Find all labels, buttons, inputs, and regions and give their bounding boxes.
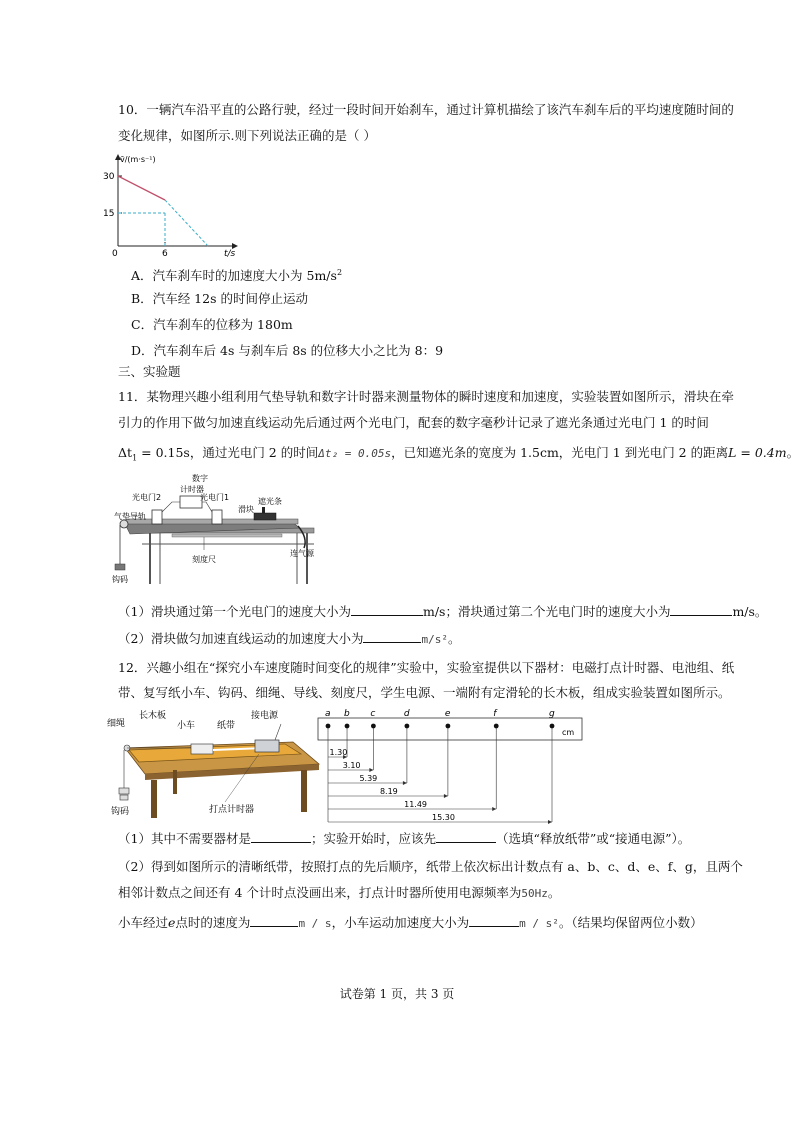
q11-label-air-track: 气垫导轨	[114, 512, 146, 521]
tape-point-d	[405, 724, 410, 729]
q11-blank-3[interactable]	[363, 630, 421, 643]
q10-velocity-graph	[100, 150, 240, 260]
q11-label-weight: 钩码	[112, 575, 128, 584]
tape-dimensions	[328, 748, 552, 824]
tape-point-label-d: d	[403, 709, 410, 719]
y-tick-label-30: 30	[103, 172, 115, 182]
tape-distance-label: 11.49	[404, 800, 428, 809]
tape-distance-label: 8.19	[379, 787, 398, 796]
q12-table-leg	[301, 770, 307, 812]
q12-sub1: （1）其中不需要器材是 ；实验开始时，应该先 （选填“释放纸带”或“接通电源”）。	[118, 831, 691, 846]
q11-sub2: （2）滑块做匀加速直线运动的加速度大小为 m/s²。	[118, 631, 461, 646]
q12-line1: 12．兴趣小组在“探究小车速度随时间变化的规律”实验中，实验室提供以下器材：电磁打点计时器、电池组、纸	[118, 660, 735, 675]
tape-point-label-b: b	[344, 709, 350, 719]
q10-option-c: C．汽车刹车的位移为 180m	[131, 317, 293, 332]
q11-label-ruler: 刻度尺	[192, 555, 216, 564]
velocity-line	[118, 176, 165, 200]
velocity-line-extension	[165, 200, 208, 246]
q11-pulley	[120, 520, 128, 528]
q11-air-track-figure	[112, 472, 327, 587]
q12-car	[191, 744, 213, 754]
q11-photogate-1	[212, 510, 222, 524]
q12-label-power: 接电源	[251, 711, 279, 721]
tape-point-label-a: a	[325, 709, 331, 719]
q12-last-line: 小车经过e点时的速度为 m / s，小车运动加速度大小为 m / s²。（结果均保留两位小数）	[118, 915, 703, 930]
origin-label: 0	[112, 249, 118, 259]
q11-slider	[254, 513, 276, 520]
q11-label-air-source: 连气源	[290, 549, 314, 558]
q10-stem-line2: 变化规律，如图所示.则下列说法正确的是（ ）	[118, 128, 376, 143]
q11-label-digital-timer2: 计时器	[180, 485, 204, 494]
q12-weight	[120, 795, 128, 800]
q12-label-string: 细绳	[107, 719, 126, 729]
tape-dimension-arrow	[369, 768, 373, 772]
tape-dimension-arrow	[492, 807, 496, 811]
q11-line3: $\Delta t_1 = 0.15s$，通过光电门 2 的时间Δt₂ = 0.05s，已知遮光条的宽度为 1.5cm，光电门 1 到光电门 2 的距离L = 0.4m。	[118, 445, 799, 463]
q11-line1: 11．某物理兴趣小组利用气垫导轨和数字计时器来测量物体的瞬时速度和加速度，实验装置如图所示，滑块在牵	[118, 389, 734, 404]
q12-label-weight: 钩码	[111, 807, 130, 817]
q11-blank-2[interactable]	[670, 603, 732, 616]
tape-point-a	[326, 724, 331, 729]
q12-blank-3[interactable]	[250, 914, 298, 927]
tape-distance-label: 3.10	[342, 761, 361, 770]
q10-option-d: D．汽车刹车后 4s 与刹车后 8s 的位移大小之比为 8：9	[131, 343, 444, 358]
tape-dimension-arrow	[548, 820, 552, 824]
q12-blank-4[interactable]	[469, 914, 519, 927]
q12-tape-figure	[318, 704, 588, 826]
tape-strip	[318, 718, 582, 740]
q12-blank-2[interactable]	[436, 830, 496, 843]
q12-sub2-line1: （2）得到如图所示的清晰纸带，按照打点的先后顺序，纸带上依次标出计数点有 a、b、c、d、e、f、g，且两个	[118, 859, 743, 874]
q11-shade-strip	[262, 507, 265, 513]
q12-table-leg	[151, 780, 157, 818]
tape-distance-label: 15.30	[432, 813, 455, 822]
q12-label-board: 长木板	[139, 711, 167, 721]
q12-number: 12．	[118, 660, 147, 675]
q10-stem-line1: 10．一辆汽车沿平直的公路行驶，经过一段时间开始刹车，通过计算机描绘了该汽车刹车后的平均速度随时间的	[118, 102, 734, 117]
q12-table-leg	[173, 770, 177, 794]
q11-label-gate2: 光电门2	[132, 493, 162, 502]
section-title: 三、实验题	[118, 364, 181, 379]
q12-sub2-line2: 相邻计数点之间还有 4 个计时点没画出来，打点计时器所使用电源频率为50Hz。	[118, 885, 561, 900]
q11-label-slider: 滑块	[238, 505, 254, 514]
q12-power-wire	[275, 724, 281, 740]
tape-dimension-arrow	[444, 794, 448, 798]
q12-line2: 带、复写纸小车、钩码、细绳、导线、刻度尺，学生电源、一端附有定滑轮的长木板，组成实验装置如图所示。	[118, 685, 731, 700]
q11-line2: 引力的作用下做匀加速直线运动先后通过两个光电门，配套的数字毫秒计记录了遮光条通过光电门 1 的时间	[118, 415, 709, 430]
x-axis-label: t/s	[224, 249, 236, 259]
q12-label-timer: 打点计时器	[209, 805, 255, 815]
tape-point-label-e: e	[444, 709, 451, 719]
tape-point-c	[371, 724, 376, 729]
tape-distance-label: 5.39	[359, 774, 378, 783]
q11-sub1: （1）滑块通过第一个光电门的速度大小为 m/s；滑块通过第二个光电门时的速度大小为 m/s。	[118, 604, 768, 619]
tape-point-label-g: g	[549, 709, 555, 719]
q12-timer	[255, 740, 279, 752]
q12-label-tape: 纸带	[217, 721, 236, 731]
tape-point-b	[345, 724, 350, 729]
q11-blank-1[interactable]	[351, 603, 423, 616]
q11-label-digital-timer: 数字	[192, 474, 208, 483]
tape-point-label-c: c	[370, 709, 376, 719]
q12-blank-1[interactable]	[251, 830, 311, 843]
tape-unit: cm	[562, 728, 575, 737]
q10-option-b: B．汽车经 12s 的时间停止运动	[131, 291, 308, 306]
tape-dimension-arrow	[403, 781, 407, 785]
q11-label-shade-strip: 遮光条	[258, 497, 282, 506]
q11-number: 11．	[118, 389, 147, 404]
x-tick-label-6: 6	[162, 249, 168, 259]
tape-point-g	[550, 724, 555, 729]
q11-timer-wire	[162, 502, 180, 512]
q12-weight	[119, 788, 129, 794]
y-tick-label-15: 15	[103, 209, 115, 219]
q11-label-gate1: 光电门1	[200, 493, 230, 502]
q12-label-car: 小车	[177, 721, 196, 731]
tape-point-f	[494, 724, 499, 729]
q12-apparatus-figure	[105, 704, 327, 824]
q11-weight	[115, 564, 125, 570]
tape-point-e	[446, 724, 451, 729]
q10-option-a: A．汽车刹车时的加速度大小为 $5m/s^2$	[131, 268, 343, 284]
q11-digital-timer	[180, 496, 202, 508]
y-axis-label: v̄/(m·s⁻¹)	[120, 155, 156, 164]
q11-photogate-2	[152, 510, 162, 524]
q11-timer-wire	[202, 502, 212, 512]
tape-distance-label: 1.30	[329, 748, 348, 757]
tape-point-label-f: f	[493, 709, 497, 719]
page-footer: 试卷第 1 页，共 3 页	[339, 987, 455, 1001]
q11-ruler	[172, 534, 282, 537]
q10-number: 10．	[118, 102, 147, 117]
